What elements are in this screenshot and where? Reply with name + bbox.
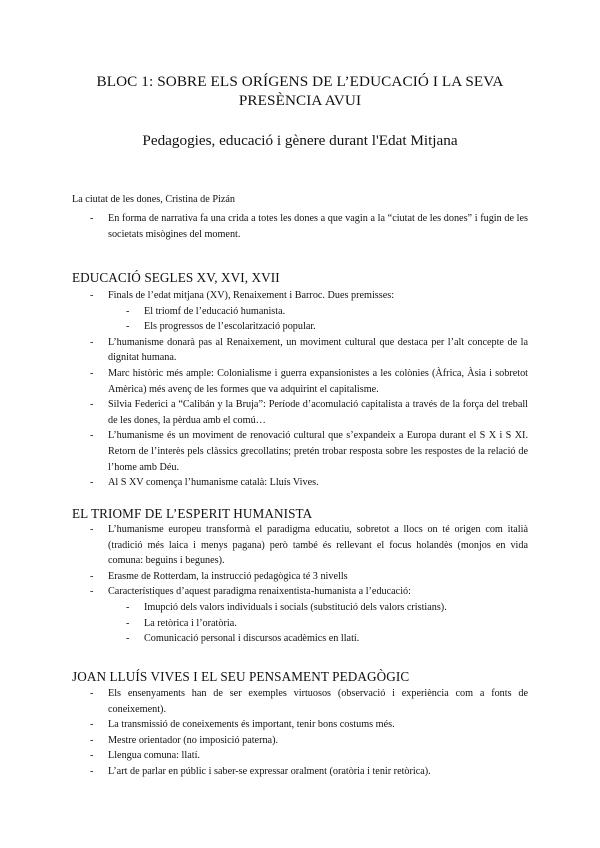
sublist-item: - El triomf de l’educació humanista. — [108, 304, 528, 320]
section2-list — [72, 522, 528, 647]
list-item: - Al S XV comença l’humanisme català: Lluís Vives. — [72, 475, 528, 491]
list-item: - Els ensenyaments han de ser exemples virtuosos (observació i experiència com a fonts de coneixement). — [72, 686, 528, 717]
list-item — [72, 288, 528, 335]
intro-list — [72, 211, 528, 242]
list-item: - L’art de parlar en públic i saber-se expressar oralment (oratòria i tenir retòrica). — [72, 764, 528, 780]
document-subtitle: Pedagogies, educació i gènere durant l'Edat Mitjana — [142, 132, 458, 149]
section2-sublist — [108, 600, 528, 647]
list-item: - Silvia Federici a “Calibán y la Bruja”: Període d’acomulació capitalista a través de la força del treball de les dones, la pèrdua amb el comú… — [72, 397, 528, 428]
list-item: - L’humanisme europeu transformà el paradigma educatiu, sobretot a llocs on té origen com italià (tradició més laica i menys pagana) però també és rellevant el focus holandès (monjos en vida comuna: beguins i begunes). — [72, 522, 528, 569]
sublist-item: - Comunicació personal i discursos acadèmics en llatí. — [108, 631, 528, 647]
list-item: - Erasme de Rotterdam, la instrucció pedagògica té 3 nivells — [72, 569, 528, 585]
section-title-vives: JOAN LLUÍS VIVES I EL SEU PENSAMENT PEDAGÒGIC — [72, 669, 410, 684]
title-line-1: BLOC 1: SOBRE ELS ORÍGENS DE L’EDUCACIÓ I LA SEVA — [96, 73, 504, 90]
list-item-text: Característiques d’aquest paradigma renaixentista-humanista a l’educació: — [108, 586, 411, 598]
list-item: - Mestre orientador (no imposició paterna). — [72, 733, 528, 749]
list-item: - Llengua comuna: llatí. — [72, 748, 528, 764]
list-item: - En forma de narrativa fa una crida a totes les dones a que vagin a la “ciutat de les dones” i fugin de les societats misògines del moment. — [72, 211, 528, 242]
intro-heading: La ciutat de les dones, Cristina de Pizán — [72, 194, 235, 205]
list-item: - Marc històric més ample: Colonialisme i guerra expansionistes a les colònies (Àfrica, Àsia i sobretot Amèrica) més avenç de les formes que va adquirint el capitalisme. — [72, 366, 528, 397]
sublist-item: - Imupció dels valors individuals i socials (substitució dels valors cristians). — [108, 600, 528, 616]
list-item-text: Finals de l’edat mitjana (XV), Renaixement i Barroc. Dues premisses: — [108, 290, 395, 301]
list-item: - L’humanisme és un moviment de renovació cultural que s’expandeix a Europa durant el S X i S XI. Retorn de l’interès pels clàssics grecollatins; pretén trobar resposta sobre les respostes de la relació de l’home amb Déu. — [72, 428, 528, 475]
section-title-triomf: EL TRIOMF DE L’ESPERIT HUMANISTA — [72, 506, 313, 521]
sublist-item: - Els progressos de l’escolarització popular. — [108, 319, 528, 335]
section-title-educacio: EDUCACIÓ SEGLES XV, XVI, XVII — [72, 270, 280, 285]
list-item — [72, 584, 528, 646]
title-line-2: PRESÈNCIA AVUI — [238, 92, 362, 109]
document-title — [60, 72, 540, 110]
section1-sublist — [108, 304, 528, 335]
sublist-item: - La retòrica i l’oratòria. — [108, 616, 528, 632]
list-item: - La transmissió de coneixements és important, tenir bons costums més. — [72, 717, 528, 733]
section3-list — [72, 686, 528, 780]
list-item: - L’humanisme donarà pas al Renaixement, un moviment cultural que destaca per l’alt concepte de la dignitat humana. — [72, 335, 528, 366]
section1-list — [72, 288, 528, 491]
